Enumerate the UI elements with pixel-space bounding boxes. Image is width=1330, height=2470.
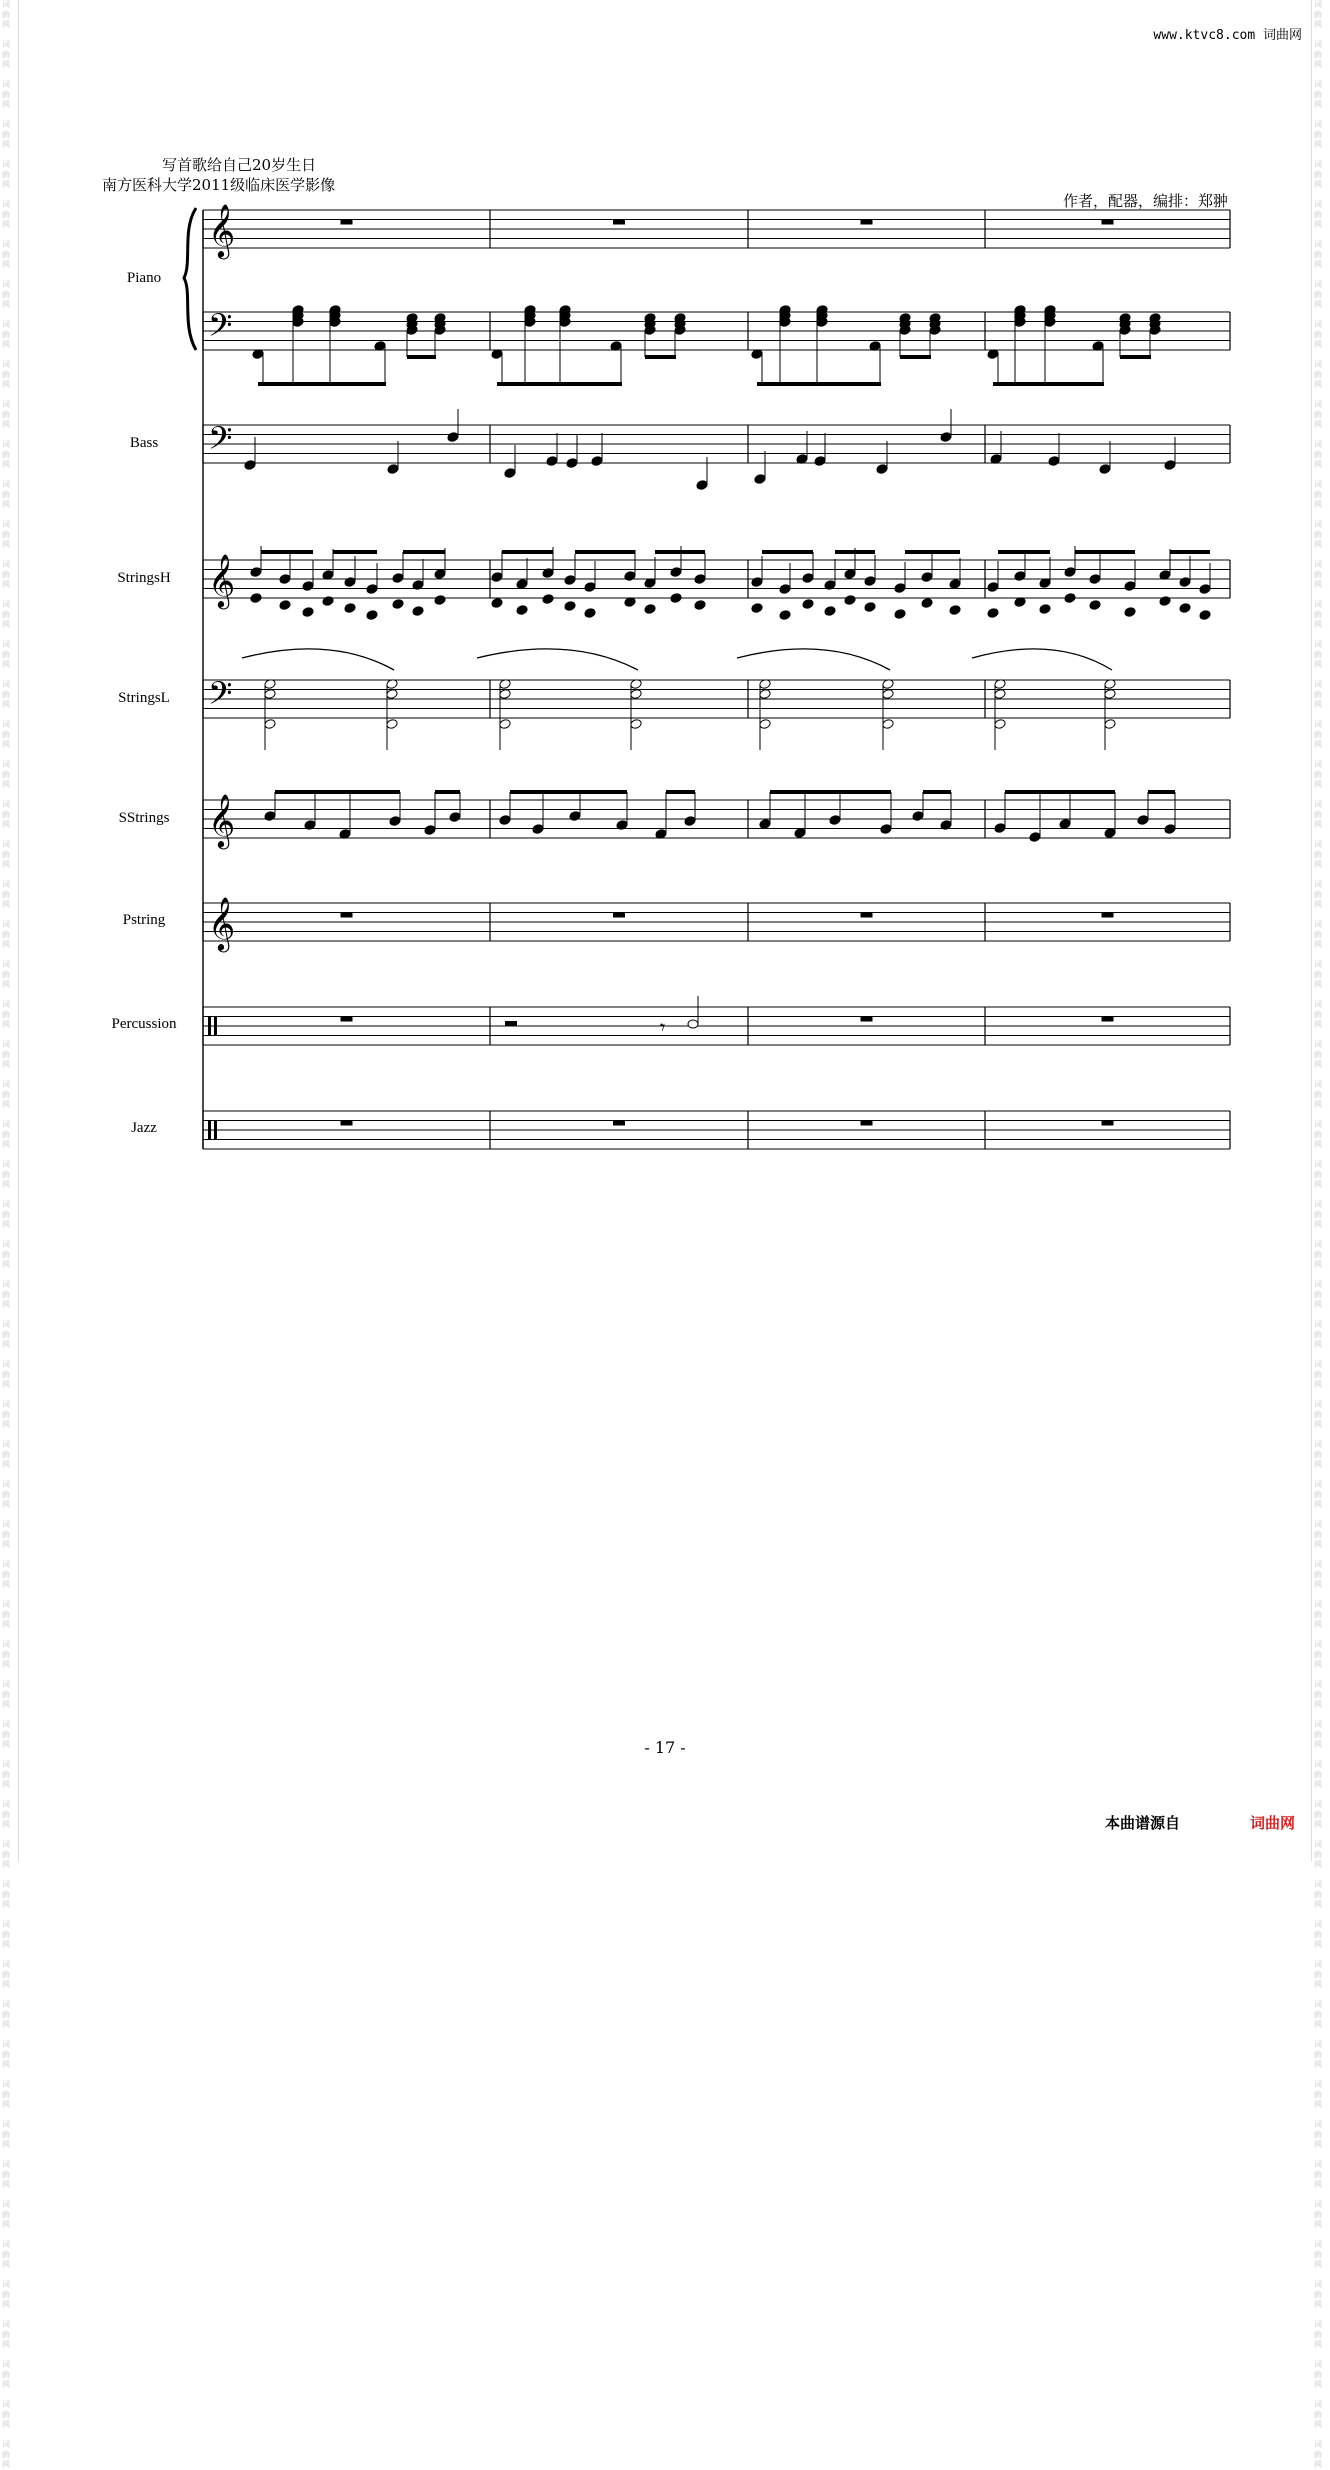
measure-rest (861, 220, 873, 225)
instrument-label-percussion: Percussion (111, 1016, 177, 1032)
note-head (694, 573, 707, 584)
note-head (987, 607, 1000, 618)
source-brand-link[interactable]: 词曲网 (1249, 1814, 1295, 1832)
note-beam (835, 550, 875, 554)
note-head (499, 718, 512, 729)
piano-brace (184, 208, 196, 350)
note-head (670, 592, 683, 603)
note-head (491, 571, 504, 582)
note-head (564, 600, 577, 611)
note-beam (655, 550, 705, 554)
instrument-label-jazz: Jazz (131, 1120, 157, 1136)
note-head (1099, 463, 1112, 474)
note-head (802, 572, 815, 583)
note-head (684, 815, 697, 826)
note-beam (575, 550, 635, 554)
measure-rest (613, 913, 625, 918)
note-head (322, 595, 335, 606)
note-beam (435, 790, 460, 794)
note-beam (403, 550, 445, 554)
note-head (864, 575, 877, 586)
note-head (566, 457, 579, 468)
note-head (279, 573, 292, 584)
note-head (1064, 592, 1077, 603)
score-title: 写首歌给自己20岁生日 (162, 156, 317, 174)
note-beam (666, 790, 695, 794)
measure-rest (341, 913, 353, 918)
note-head (344, 576, 357, 587)
note-head (499, 688, 512, 699)
note-head (412, 605, 425, 616)
note-head (250, 592, 263, 603)
note-beam (261, 550, 313, 554)
note-head (882, 688, 895, 699)
note-beam (645, 355, 676, 359)
note-head (591, 455, 604, 466)
note-beam (497, 382, 622, 386)
note-head (1039, 603, 1052, 614)
measure-rest (341, 220, 353, 225)
note-head (279, 599, 292, 610)
note-head (302, 580, 315, 591)
measure-rest (1102, 220, 1114, 225)
note-head (1104, 718, 1117, 729)
note-head (434, 594, 447, 605)
source-label: 本曲谱源自 (1104, 1814, 1180, 1832)
note-beam (333, 550, 377, 554)
note-beam (900, 355, 931, 359)
note-head (759, 718, 772, 729)
note-head (880, 823, 893, 834)
bass-clef-icon: 𝄢 (208, 307, 233, 351)
note-head (491, 597, 504, 608)
note-head (829, 814, 842, 825)
note-head (516, 578, 529, 589)
note-head (882, 718, 895, 729)
note-head (644, 603, 657, 614)
note-beam (258, 382, 386, 386)
note-head (894, 608, 907, 619)
right-watermark-strip: 词 曲 网 词 曲 网 词 曲 网 词 曲 网 词 曲 网 词 曲 网 词 曲 网 词 曲 网 词 曲 网 词 曲 网 词 曲 网 词 曲 网 词 曲 网 词 曲 网 词 曲 网 词 曲 网 词 曲 网 词 曲 网 词 曲 网 词 曲 网 词 曲 网 词 曲 网 词 曲 网 词 曲 网 词 曲 网 词 曲 网 词 曲 网 词 曲 网 词 曲 网 词 曲 网 词 曲 网 词 曲 网 词 曲 网 词 曲 网 词 曲 网 词 曲 网 词 曲 网 词 曲 网 词 曲 网 词 曲 网 词 曲 网 词 曲 网 词 曲 网 词 曲 网 词 曲 网 词 曲 网 词 曲 网 词 曲 网 词 曲 网 词 曲 网 词 曲 网 词 曲 网 词 曲 网 词 曲 网 词 曲 网 词 曲 网 词 曲 网 词 曲 网 词 曲 网 词 曲 网 词 曲 网 词 曲 网 (1314, 0, 1322, 2469)
note-head (447, 431, 460, 442)
note-head (751, 576, 764, 587)
note-beam (998, 550, 1050, 554)
note-head (1199, 609, 1212, 620)
note-head (759, 818, 772, 829)
note-head (449, 811, 462, 822)
note-head (542, 593, 555, 604)
note-head (779, 583, 792, 594)
measure-rest (341, 1121, 353, 1126)
instrument-label-stringsh: StringsH (117, 570, 171, 586)
note-head (250, 566, 263, 577)
note-head (1059, 818, 1072, 829)
note-head (630, 718, 643, 729)
note-head (499, 814, 512, 825)
note-head (1199, 583, 1212, 594)
note-head (921, 571, 934, 582)
percussion-clef-icon (208, 1120, 211, 1140)
bass-clef-icon: 𝄢 (208, 420, 233, 464)
note-head (912, 810, 925, 821)
note-head (1164, 459, 1177, 470)
note-head (814, 455, 827, 466)
treble-clef-icon: 𝄞 (208, 203, 236, 257)
percussion-note (688, 1020, 698, 1028)
note-head (392, 598, 405, 609)
note-head (584, 607, 597, 618)
note-head (564, 574, 577, 585)
note-head (751, 602, 764, 613)
instrument-label-bass: Bass (129, 435, 159, 451)
note-head (389, 815, 402, 826)
measure-rest (1102, 1121, 1114, 1126)
percussion-clef-icon (208, 1016, 211, 1036)
note-head (987, 581, 1000, 592)
instrument-label-pstring: Pstring (122, 912, 166, 928)
note-head (1179, 576, 1192, 587)
note-head (532, 823, 545, 834)
note-head (386, 718, 399, 729)
note-head (264, 810, 277, 821)
note-head (1164, 823, 1177, 834)
left-watermark-strip: 词 曲 网 词 曲 网 词 曲 网 词 曲 网 词 曲 网 词 曲 网 词 曲 网 词 曲 网 词 曲 网 词 曲 网 词 曲 网 词 曲 网 词 曲 网 词 曲 网 词 曲 网 词 曲 网 词 曲 网 词 曲 网 词 曲 网 词 曲 网 词 曲 网 词 曲 网 词 曲 网 词 曲 网 词 曲 网 词 曲 网 词 曲 网 词 曲 网 词 曲 网 词 曲 网 词 曲 网 词 曲 网 词 曲 网 词 曲 网 词 曲 网 词 曲 网 词 曲 网 词 曲 网 词 曲 网 词 曲 网 词 曲 网 词 曲 网 词 曲 网 词 曲 网 词 曲 网 词 曲 网 词 曲 网 词 曲 网 词 曲 网 词 曲 网 词 曲 网 词 曲 网 词 曲 网 词 曲 网 词 曲 网 词 曲 网 词 曲 网 词 曲 网 词 曲 网 词 曲 网 词 曲 网 词 曲 网 (2, 0, 10, 2469)
note-head (694, 599, 707, 610)
note-head (244, 459, 257, 470)
treble-clef-icon: 𝄞 (208, 553, 236, 607)
instrument-label-stringsl: StringsL (118, 690, 170, 706)
note-head (1029, 831, 1042, 842)
note-beam (770, 790, 891, 794)
note-head (994, 718, 1007, 729)
site-header[interactable]: www.ktvc8.com 词曲网 (1153, 28, 1302, 43)
note-beam (757, 382, 881, 386)
note-head (696, 479, 709, 490)
note-head (264, 688, 277, 699)
page-number: - 17 - (644, 1738, 686, 1757)
note-head (876, 463, 889, 474)
note-head (302, 606, 315, 617)
note-head (264, 718, 277, 729)
note-head (584, 581, 597, 592)
note-head (1104, 688, 1117, 699)
note-head (940, 431, 953, 442)
note-head (387, 463, 400, 474)
note-beam (1120, 355, 1151, 359)
measure-rest (613, 1121, 625, 1126)
note-head (630, 688, 643, 699)
note-head (994, 688, 1007, 699)
note-head (1089, 573, 1102, 584)
note-head (392, 572, 405, 583)
note-head (1089, 599, 1102, 610)
slur (972, 649, 1112, 670)
note-head (1124, 580, 1137, 591)
composer-credit: 作者，配器，编排：郑翀 (1062, 192, 1228, 210)
note-beam (993, 382, 1104, 386)
note-beam (923, 790, 951, 794)
note-head (366, 583, 379, 594)
slur (477, 649, 638, 670)
measure-rest (861, 1017, 873, 1022)
note-head (516, 604, 529, 615)
note-head (949, 604, 962, 615)
note-head (864, 601, 877, 612)
note-beam (762, 550, 813, 554)
note-head (1159, 595, 1172, 606)
note-beam (510, 790, 627, 794)
note-head (366, 609, 379, 620)
note-beam (275, 790, 400, 794)
slur (737, 649, 890, 670)
instrument-label-piano: Piano (126, 270, 162, 286)
note-head (844, 568, 857, 579)
slur (242, 649, 394, 670)
note-head (1179, 602, 1192, 613)
note-head (1014, 570, 1027, 581)
treble-clef-icon: 𝄞 (208, 896, 236, 950)
percussion-clef-icon (214, 1016, 217, 1036)
measure-rest (613, 220, 625, 225)
measure-rest (1102, 1017, 1114, 1022)
note-head (921, 597, 934, 608)
note-head (1137, 814, 1150, 825)
note-beam (1170, 550, 1210, 554)
note-head (569, 810, 582, 821)
note-head (894, 582, 907, 593)
note-head (386, 688, 399, 699)
note-head (1124, 606, 1137, 617)
eighth-rest: 𝄾 (660, 1015, 666, 1039)
half-rest (505, 1021, 517, 1026)
measure-rest (341, 1017, 353, 1022)
note-head (754, 473, 767, 484)
note-head (994, 822, 1007, 833)
note-head (1104, 827, 1117, 838)
note-head (759, 688, 772, 699)
score-subtitle: 南方医科大学2011级临床医学影像 (102, 176, 336, 194)
note-head (779, 609, 792, 620)
note-head (844, 594, 857, 605)
note-head (434, 568, 447, 579)
note-head (824, 605, 837, 616)
note-beam (1075, 550, 1135, 554)
note-head (1048, 455, 1061, 466)
note-head (424, 824, 437, 835)
note-head (670, 566, 683, 577)
note-head (624, 570, 637, 581)
note-beam (905, 550, 960, 554)
measure-rest (1102, 913, 1114, 918)
measure-rest (861, 1121, 873, 1126)
note-head (344, 602, 357, 613)
instrument-label-sstrings: SStrings (118, 810, 170, 826)
note-head (802, 598, 815, 609)
note-head (504, 467, 517, 478)
note-head (1064, 566, 1077, 577)
note-beam (502, 550, 553, 554)
note-head (949, 578, 962, 589)
measure-rest (861, 913, 873, 918)
treble-clef-icon: 𝄞 (208, 793, 236, 847)
percussion-clef-icon (214, 1120, 217, 1140)
bass-clef-icon: 𝄢 (208, 675, 233, 719)
note-head (546, 455, 559, 466)
note-beam (1148, 790, 1175, 794)
note-beam (407, 355, 436, 359)
note-beam (1005, 790, 1115, 794)
note-head (794, 827, 807, 838)
